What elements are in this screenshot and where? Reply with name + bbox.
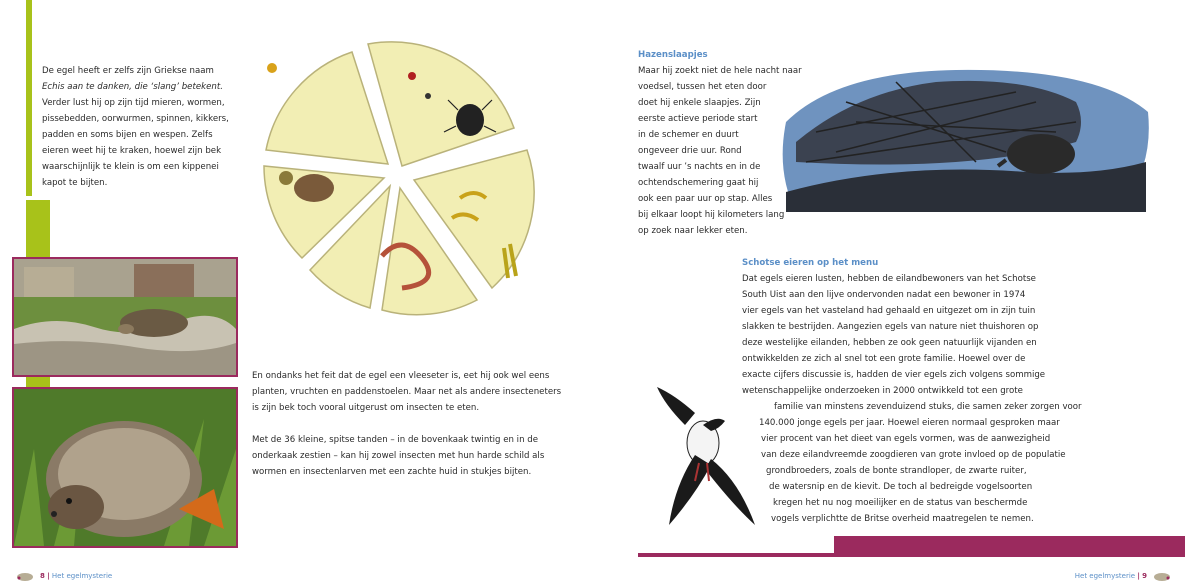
page-number-right: 9 bbox=[1142, 572, 1147, 580]
footer-title-left: Het egelmysterie bbox=[51, 572, 113, 580]
page-number-left: 8 bbox=[40, 572, 45, 580]
hedgehog-silhouette-icon bbox=[1007, 134, 1075, 174]
lapwing-bird-illustration bbox=[655, 385, 760, 530]
hedgehog-night-illustration bbox=[776, 62, 1156, 222]
ladybug-icon bbox=[408, 72, 416, 80]
footer-title-right: Het egelmysterie bbox=[1074, 572, 1136, 580]
heading-hazenslaapjes: Hazenslaapjes bbox=[638, 50, 708, 60]
hedgehog-photo-garden bbox=[12, 257, 238, 377]
snail-icon bbox=[279, 171, 293, 185]
hedgehog-logo-icon bbox=[16, 570, 34, 582]
hedgehog-logo-icon bbox=[1153, 570, 1171, 582]
mouse-icon bbox=[294, 174, 334, 202]
footer-left: 8 | Het egelmysterie bbox=[16, 570, 112, 582]
section-1-paragraph: Maar hij zoekt niet de hele nacht naar voedsel, tussen het eten door doet hij enkele slaapjes. Zijn eerste actieve periode start in de schemer en duurt ongeveer drie uur. Rond twaalf uur ’s nachts en in de ochtendschemering gaat hij ook een paar uur op stap. Alles bij elkaar loopt hij kilometers lang op zoek naar lekker eten. bbox=[638, 66, 802, 236]
food-pie-illustration bbox=[252, 38, 542, 318]
magenta-accent-bar-thick bbox=[834, 536, 1185, 557]
footer-right: Het egelmysterie | 9 bbox=[1075, 570, 1171, 582]
bee-icon bbox=[267, 63, 277, 73]
intro-paragraph: De egel heeft er zelfs zijn Griekse naam Echis aan te danken, die ‘slang’ betekent. Verder lust hij op zijn tijd mieren, wormen, pissebedden, oorwurmen, spinnen, kikkers, padden en soms bijen en wespen. Zelfs eieren weet hij te kraken, hoewel zijn bek waarschijnlijk te klein is om een kippenei kapot te bijten. bbox=[42, 66, 229, 188]
section-2-paragraph: Dat egels eieren lusten, hebben de eilandbewoners van het Schotse South Uist aan den lijve ondervonden nadat een bewoner in 1974 vier egels van het vasteland had gehaald en uitgezet om in zijn tuin slakken te bestrijden. Aangezien egels van nature niet thuishoren op deze westelijke eilanden, hebben ze ook geen natuurlijk vijanden en ontwikkelden ze zich al snel tot een grote familie. Hoewel over de exacte cijfers discussie is, hadden de vier egels zich volgens sommige wetenschappelijke onderzoeken in 2000 ontwikkeld tot een grote familie van minstens zevenduizend stuks, die samen zeker zorgen voor 140.000 jonge egels per jaar. Hoewel eieren normaal gesproken maar vier procent van het dieet van egels vormen, was de aanwezigheid van deze eilandvreemde zoogdieren van grote invloed op de populatie grondbroeders, zoals de bonte strandloper, de zwarte ruiter, de watersnip en de kievit. De toch al bedreigde vogelsoorten kregen het nu nog moeilijker en de status van beschermde vogels verplichtte de Britse overheid maatregelen te nemen. bbox=[742, 274, 1082, 524]
hedgehog-photo-closeup bbox=[12, 387, 238, 548]
paragraph-3: Met de 36 kleine, spitse tanden – in de bovenkaak twintig en in de onderkaak zestien – kan hij zowel insecten met hun harde schild als wormen en insectenlarven met een zachte huid in stukjes bijten. bbox=[252, 435, 545, 477]
paragraph-2: En ondanks het feit dat de egel een vleeseter is, eet hij ook wel eens planten, vruchten en paddenstoelen. Maar net als andere insecteneters is zijn bek toch vooral uitgerust om insecten te eten. bbox=[252, 371, 562, 413]
magenta-accent-bar-thin bbox=[638, 553, 838, 557]
green-accent-bar-top bbox=[26, 0, 32, 196]
heading-schotse-eieren: Schotse eieren op het menu bbox=[742, 258, 879, 268]
